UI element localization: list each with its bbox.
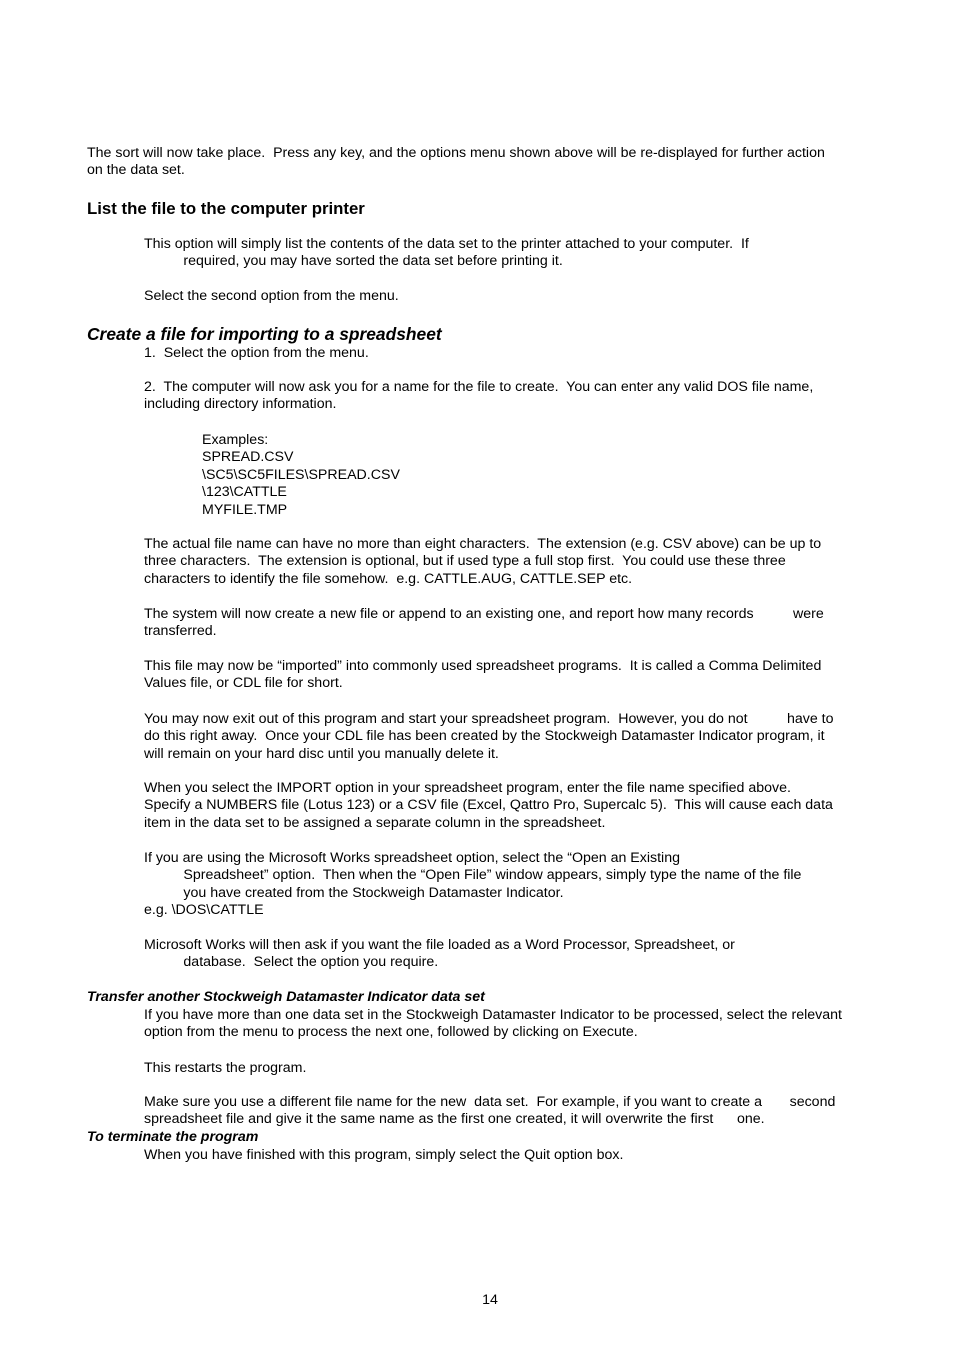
paragraph: Select the second option from the menu.	[144, 288, 399, 304]
paragraph: If you have more than one data set in the Stockweigh Datamaster Indicator to be processed, select the relevant option from the menu to process the next one, followed by clicking on Execute.	[144, 1007, 842, 1041]
section-heading-transfer: Transfer another Stockweigh Datamaster Indicator data set	[87, 989, 485, 1005]
paragraph: When you select the IMPORT option in your spreadsheet program, enter the file name specified above. Specify a NUMBERS file (Lotus 123) or a CSV file (Excel, Qattro Pro, Supercalc 5). This will cause each data item in the data set to be assigned a separate column in the spreadsheet.	[144, 780, 833, 831]
page-number: 14	[482, 1292, 498, 1308]
paragraph: When you have finished with this program, simply select the Quit option box.	[144, 1147, 624, 1163]
paragraph: The actual file name can have no more than eight characters. The extension (e.g. CSV above) can be up to three characters. The extension is optional, but if used type a full stop first. You could use these three characters to identify the file somehow. e.g. CATTLE.AUG, CATTLE.SEP etc.	[144, 536, 822, 587]
list-item: 1. Select the option from the menu.	[144, 345, 369, 361]
paragraph: Make sure you use a different file name for the new data set. For example, if you want to create a second spreadsheet file and give it the same name as the first one created, it will overwrite the first one.	[144, 1094, 836, 1128]
section-heading-list-printer: List the file to the computer printer	[87, 199, 365, 218]
paragraph: This option will simply list the contents of the data set to the printer attached to your computer. If required, you may have sorted the data set before printing it.	[144, 236, 749, 270]
section-heading-terminate: To terminate the program	[87, 1129, 259, 1145]
intro-paragraph: The sort will now take place. Press any key, and the options menu shown above will be re-displayed for further action on the data set.	[87, 145, 825, 179]
section-heading-spreadsheet: Create a file for importing to a spreadsheet	[87, 324, 442, 344]
paragraph: This restarts the program.	[144, 1060, 307, 1076]
examples-block: Examples: SPREAD.CSV \SC5\SC5FILES\SPREAD.CSV \123\CATTLE MYFILE.TMP	[202, 432, 400, 518]
paragraph: Microsoft Works will then ask if you want the file loaded as a Word Processor, Spreadsheet, or database. Select the option you require.	[144, 937, 735, 971]
paragraph: The system will now create a new file or append to an existing one, and report how many records were transferred.	[144, 606, 824, 640]
paragraph: You may now exit out of this program and start your spreadsheet program. However, you do not have to do this right away. Once your CDL file has been created by the Stockweigh Datamaster Indicator program, it will remain on your hard disc until you manually delete it.	[144, 711, 834, 762]
paragraph: If you are using the Microsoft Works spreadsheet option, select the “Open an Existing Spreadsheet” option. Then when the “Open File” window appears, simply type the name of the file you have created from the Stockweigh Datamaster Indicator. e.g. \DOS\CATTLE	[144, 850, 802, 919]
paragraph: This file may now be “imported” into commonly used spreadsheet programs. It is called a Comma Delimited Values file, or CDL file for short.	[144, 658, 822, 692]
list-item: 2. The computer will now ask you for a name for the file to create. You can enter any valid DOS file name, including directory information.	[144, 379, 814, 413]
